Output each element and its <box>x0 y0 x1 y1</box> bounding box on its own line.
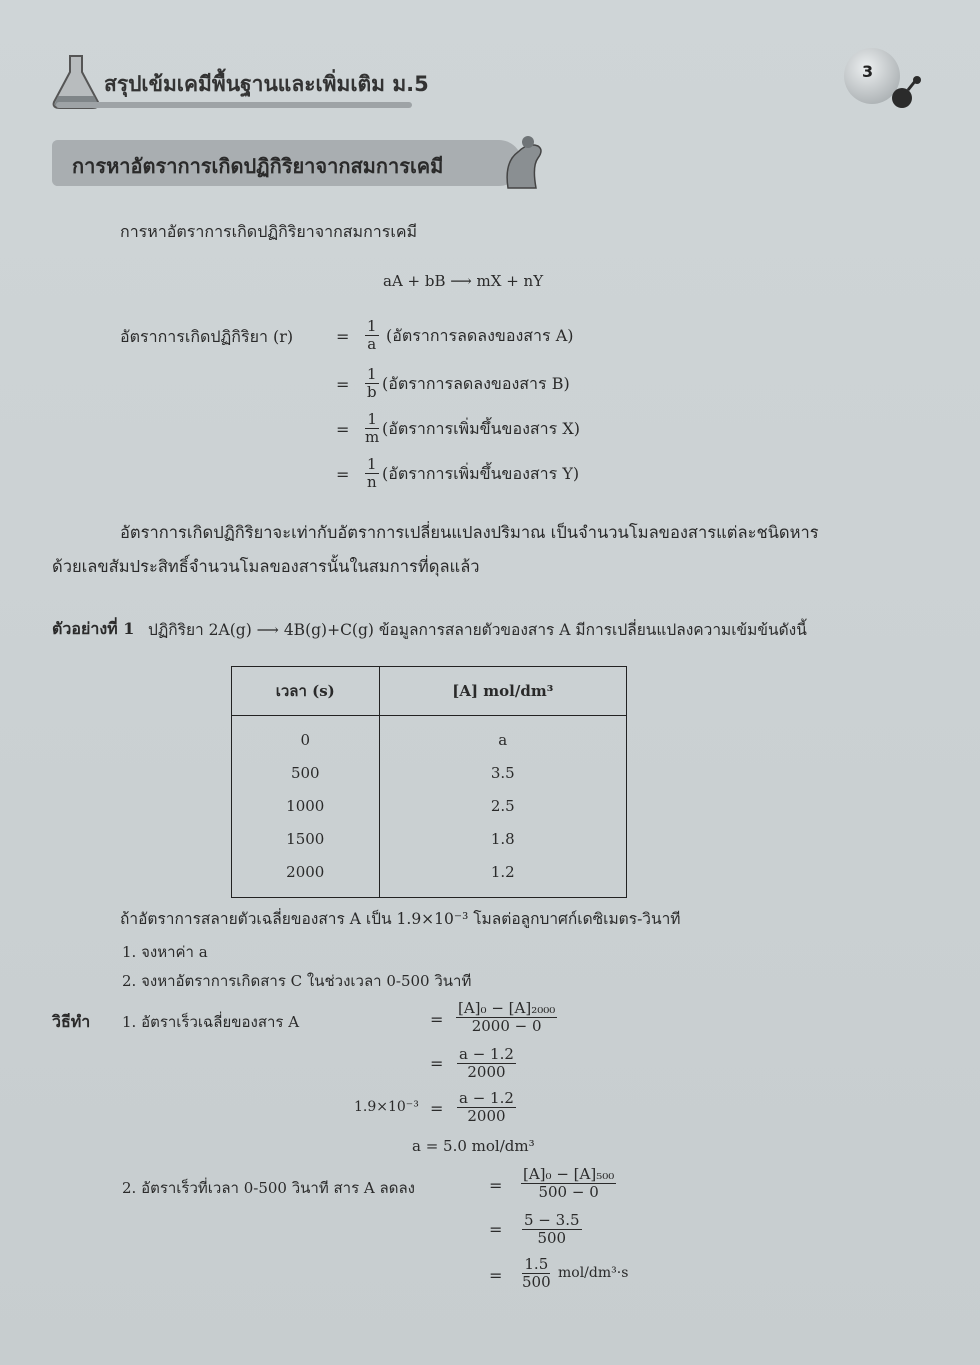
equals-sign: = <box>489 1266 503 1285</box>
table-cell: 1.2 <box>379 855 626 898</box>
table-cell: 3.5 <box>379 756 626 789</box>
table-cell: 1500 <box>232 822 380 855</box>
page-number: 3 <box>862 62 874 81</box>
rate-row-b: (อัตราการลดลงของสาร B) <box>382 374 570 393</box>
header-title: สรุปเข้มเคมีพื้นฐานและเพิ่มเติม ม.5 <box>104 72 429 96</box>
equals-sign: = <box>336 420 350 439</box>
solution-step-1: 1. อัตราเร็วเฉลี่ยของสาร A <box>122 1013 300 1031</box>
example-label: ตัวอย่างที่ 1 <box>52 619 135 638</box>
general-equation: aA + bB ⟶ mX + nY <box>383 272 544 290</box>
fraction-1-over-b: $\frac{1}{b}$ <box>366 365 377 401</box>
rate-row-a: (อัตราการลดลงของสาร A) <box>386 326 574 345</box>
table-cell: 0 <box>232 716 380 757</box>
equals-sign: = <box>489 1176 503 1195</box>
solution-step-2: 2. อัตราเร็วที่เวลา 0-500 วินาที สาร A ลดลง <box>122 1179 415 1197</box>
rate-value: 1.9×10⁻³ <box>354 1099 419 1115</box>
fraction-5-minus-3-5: $\frac{5 - 3.5}{500}$ <box>524 1211 580 1247</box>
fraction-1-5-over-500: $\frac{1.5}{500}$ <box>522 1255 551 1291</box>
paragraph-line-1: อัตราการเกิดปฏิกิริยาจะเท่ากับอัตราการเปลี่ยนแปลงปริมาณ เป็นจำนวนโมลของสารแต่ละชนิดหาร <box>120 523 819 542</box>
table-cell: 2.5 <box>379 789 626 822</box>
table-row <box>232 822 627 855</box>
header-rule <box>56 102 412 108</box>
fraction-a-minus: $\frac{a - 1.2}{2000}$ <box>459 1089 514 1125</box>
fraction-rate-0-500: $\frac{\text{[A]₀ − [A]₅₀₀}}{500 - 0}$ <box>523 1165 615 1201</box>
result-a: a = 5.0 mol/dm³ <box>412 1137 535 1155</box>
intro-line: การหาอัตราการเกิดปฏิกิริยาจากสมการเคมี <box>120 222 418 241</box>
table-header-concentration: [A] mol/dm³ <box>379 667 626 716</box>
table-row <box>232 789 627 822</box>
rate-row-y: (อัตราการเพิ่มขึ้นของสาร Y) <box>382 464 580 483</box>
equals-sign: = <box>430 1010 444 1029</box>
fraction-1-over-n: $\frac{1}{n}$ <box>366 455 377 491</box>
paragraph-line-2: ด้วยเลขสัมประสิทธิ์จำนวนโมลของสารนั้นในสมการที่ดุลแล้ว <box>52 557 480 576</box>
section-title: การหาอัตราการเกิดปฏิกิริยาจากสมการเคมี <box>72 154 444 178</box>
molecule-icon <box>888 74 922 112</box>
table-cell: a <box>379 716 626 757</box>
equals-sign: = <box>430 1099 444 1118</box>
fraction-average-rate: $\frac{\text{[A]₀ − [A]₂₀₀₀}}{2000 - 0}$ <box>458 999 556 1035</box>
equals-sign: = <box>336 465 350 484</box>
table-cell: 1000 <box>232 789 380 822</box>
fraction-1-over-m: $\frac{1}{m}$ <box>365 410 380 446</box>
table-cell: 500 <box>232 756 380 789</box>
fraction-a-minus: $\frac{a - 1.2}{2000}$ <box>459 1045 514 1081</box>
rate-unit: mol/dm³·s <box>558 1265 629 1281</box>
question-2: 2. จงหาอัตราการเกิดสาร C ในช่วงเวลา 0-500 วินาที <box>122 972 472 990</box>
table-cell: 1.8 <box>379 822 626 855</box>
beaker-figure-icon <box>498 132 546 192</box>
example-text: ปฏิกิริยา 2A(g) ⟶ 4B(g)+C(g) ข้อมูลการสลายตัวของสาร A มีการเปลี่ยนแปลงความเข้มข้นดังนี้ <box>148 621 807 639</box>
rate-label: อัตราการเกิดปฏิกิริยา (r) <box>120 327 294 346</box>
question-intro: ถ้าอัตราการสลายตัวเฉลี่ยของสาร A เป็น 1.9×10⁻³ โมลต่อลูกบาศก์เดซิเมตร-วินาที <box>120 910 681 928</box>
table-cell: 2000 <box>232 855 380 898</box>
equals-sign: = <box>336 327 350 346</box>
table-header-time: เวลา (s) <box>232 667 380 716</box>
table-row <box>232 716 627 757</box>
concentration-table <box>231 666 627 898</box>
equals-sign: = <box>430 1054 444 1073</box>
table-row <box>232 855 627 898</box>
table-row <box>232 756 627 789</box>
question-1: 1. จงหาค่า a <box>122 943 208 961</box>
fraction-1-over-a: $\frac{1}{a}$ <box>367 317 377 353</box>
rate-row-x: (อัตราการเพิ่มขึ้นของสาร X) <box>382 419 580 438</box>
equals-sign: = <box>489 1220 503 1239</box>
solution-label: วิธีทำ <box>52 1012 91 1031</box>
equals-sign: = <box>336 375 350 394</box>
